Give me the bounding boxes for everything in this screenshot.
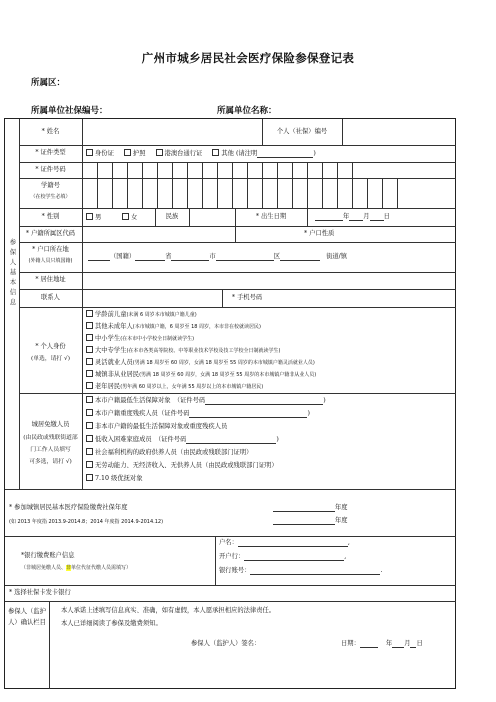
name-field[interactable] — [84, 122, 260, 143]
hukou-district-code-label: * 户籍所属区代码 — [25, 230, 76, 237]
contact-label: 联系人 — [41, 294, 60, 301]
checkbox-icon — [212, 149, 219, 156]
account-name-field[interactable]: 户名： , — [219, 539, 350, 546]
bank-info-note: （非城居免缴人员、非单位代征代缴人员需填写） — [21, 565, 132, 571]
unit-name-label: 所属单位名称： — [217, 106, 277, 116]
unit-number-label: 所属单位社保编号： — [31, 106, 108, 116]
exempt-option[interactable]: 本市户籍最低生活保障对象 （证件号码 ) — [86, 396, 454, 409]
checkbox-icon — [86, 346, 93, 353]
id-type-other[interactable]: 其他 — [212, 150, 234, 157]
ethnicity-field[interactable] — [191, 210, 233, 224]
section-basic-info-label: 参保人基本信息 — [9, 238, 17, 306]
id-type-hk-macau-taiwan[interactable]: 港澳台通行证 — [156, 150, 203, 157]
birth-date-label: * 出生日期 — [255, 213, 287, 220]
district-label: 所属区： — [31, 78, 66, 88]
exempt-option[interactable]: 7.10 级优抚对象 — [86, 474, 454, 487]
exempt-note-1: (由民政或残联街道部 — [23, 435, 78, 441]
checkbox-icon — [86, 435, 93, 442]
mobile-label: * 手机号码 — [231, 294, 263, 301]
hukou-district-code-field[interactable] — [84, 227, 233, 241]
exempt-options — [86, 396, 454, 487]
checkbox-icon — [86, 448, 93, 455]
card-bank-label: * 选择社保卡发卡银行 — [9, 589, 71, 596]
checkbox-icon — [86, 334, 93, 341]
form-title: 广州市城乡居民社会医疗保险参保登记表 — [141, 51, 355, 65]
gender-female[interactable]: 女 — [122, 213, 137, 222]
ethnicity-label: 民族 — [165, 213, 179, 220]
student-number-label: 学籍号 — [41, 182, 60, 189]
payment-years-label: * 参加城镇居民基本医疗保险缴费社保年度 — [9, 504, 128, 511]
identity-option[interactable]: 大中专学生(在本市各类高等院校、中等职业技术学校及技工学校全日制就读学生) — [86, 346, 454, 358]
identity-option[interactable]: 灵活就业人员(男满 18 周岁至 60 周岁，女满 18 周岁至 55 周岁的本市城镇户籍灵活就业人员) — [86, 358, 454, 370]
identity-note: (单选，请打 √) — [30, 356, 71, 362]
exempt-option[interactable]: 非本市户籍的最低生活保障对象或重度残疾人员 — [86, 422, 454, 435]
sign-date-field[interactable]: 日期： 年 月 日 — [341, 640, 423, 647]
confirm-line-1: 本人承诺上述填写信息真实、准确，如有虚假，本人愿承担相应的法律责任。 — [61, 607, 276, 614]
checkbox-icon — [122, 213, 129, 220]
checkbox-icon — [86, 358, 93, 365]
identity-option[interactable]: 学龄前儿童(未满 6 周岁本市城镇户籍儿童) — [86, 310, 454, 322]
id-type-other-note: (请注明 — [235, 150, 258, 157]
identity-label: * 个人身份 — [35, 343, 66, 350]
student-number-cells[interactable] — [83, 179, 413, 207]
checkbox-icon — [86, 310, 93, 317]
identity-options — [86, 310, 454, 394]
confirm-label: 参保人（监护人）确认栏目 — [8, 608, 46, 626]
bank-info-label: *银行缴费账户信息 — [21, 552, 75, 559]
personal-number-field[interactable] — [344, 122, 454, 143]
checkbox-icon — [86, 422, 93, 429]
student-number-note: （在校学生必填） — [30, 194, 71, 200]
exempt-option[interactable]: 本市户籍重度残疾人员（证件号码 ) — [86, 409, 454, 422]
identity-option[interactable]: 老年居民(男年满 60 周岁以上，女年满 55 周岁以上的本市城镇户籍居民) — [86, 382, 454, 394]
checkbox-icon — [86, 382, 93, 389]
contact-field[interactable] — [84, 291, 220, 305]
checkbox-icon — [124, 149, 131, 156]
hukou-nature-label: * 户口性质 — [304, 230, 335, 237]
residence-field[interactable] — [84, 274, 454, 288]
exempt-option[interactable]: 低收入困难家庭成员 （证件号码 ) — [86, 435, 454, 448]
exempt-option[interactable]: 无劳动能力、无经济收入、无供养人员（由民政或残联部门证明） — [86, 461, 454, 474]
checkbox-icon — [86, 370, 93, 377]
confirm-line-2: 本人已详细阅读了参保及缴费须知。 — [61, 620, 162, 627]
mobile-field[interactable] — [275, 291, 453, 305]
checkbox-icon — [86, 213, 93, 220]
account-number-field[interactable]: 银行账号： . — [219, 567, 383, 574]
id-number-label: * 证件号码 — [35, 166, 66, 173]
hukou-location-label: * 户口所在地 — [32, 246, 69, 253]
hukou-location-field[interactable]: （国籍） 省 市 区 街道/镇 — [88, 253, 347, 261]
signature-field[interactable]: 参保人（监护人）签名： — [191, 640, 261, 647]
exempt-label: 城居免缴人员 — [31, 421, 70, 428]
payment-years-note: (如 2013 年度指 2013.9-2014.8；2014 年度指 2014.9-2014.12) — [9, 519, 164, 525]
id-type-options: 身份证 护照 港澳台通行证 其他 (请注明 ) — [86, 149, 316, 158]
id-type-other-field[interactable] — [257, 151, 313, 158]
checkbox-icon — [86, 149, 93, 156]
checkbox-icon — [86, 396, 93, 403]
checkbox-icon — [156, 149, 163, 156]
id-type-passport[interactable]: 护照 — [124, 150, 146, 157]
residence-label: * 居住地址 — [35, 276, 66, 283]
exempt-option[interactable]: 社会福利机构的政府供养人员（由民政或残联部门证明） — [86, 448, 454, 461]
payment-year-2-field[interactable]: 年度 — [273, 517, 348, 525]
registration-form — [4, 118, 456, 689]
checkbox-icon — [86, 322, 93, 329]
birth-date-field[interactable]: 年 月 日 — [315, 213, 390, 221]
bank-name-field[interactable]: 开户行： , — [219, 553, 347, 560]
exempt-note-3: 可多选，请打 √) — [29, 459, 72, 465]
name-label: * 姓名 — [41, 128, 60, 135]
hukou-location-note: (外籍人员只填国籍) — [28, 258, 73, 264]
identity-option[interactable]: 中小学生(在本市中小学校全日制就读学生) — [86, 334, 454, 346]
hukou-nature-field[interactable] — [355, 227, 453, 241]
identity-option[interactable]: 其他未成年人(本市城镇户籍，6 周岁至 18 周岁，本市非在校就读居民) — [86, 322, 454, 334]
checkbox-icon — [86, 474, 93, 481]
id-type-idcard[interactable]: 身份证 — [86, 150, 114, 157]
checkbox-icon — [86, 409, 93, 416]
payment-year-1-field[interactable]: 年度 — [273, 504, 348, 512]
id-type-label: * 证件类型 — [35, 149, 66, 156]
id-number-cells[interactable] — [83, 163, 353, 177]
gender-label: * 性别 — [41, 213, 60, 220]
personal-number-label: 个人（社保）编号 — [276, 128, 328, 135]
identity-option[interactable]: 城镇非从业居民(男满 18 周岁至 60 周岁，女满 18 周岁至 55 周岁的本市城镇户籍非从业人员) — [86, 370, 454, 382]
gender-male[interactable]: 男 — [86, 213, 101, 222]
checkbox-icon — [86, 461, 93, 468]
exempt-note-2: 门工作人员填写 — [30, 447, 71, 453]
